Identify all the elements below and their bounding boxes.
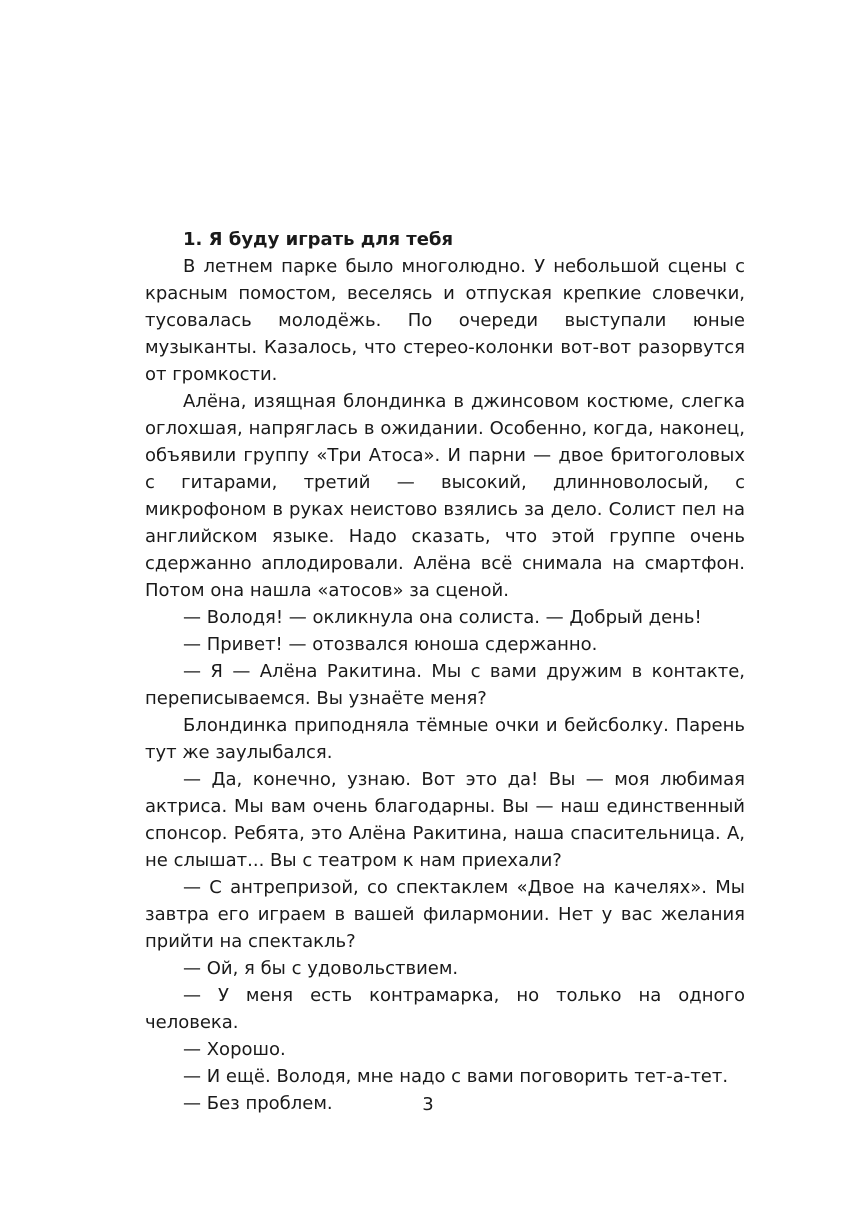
paragraph: Блондинка приподняла тёмные очки и бейсболку. Парень тут же заулыбался. xyxy=(145,715,745,763)
dialog-line: — Володя! — окликнула она солиста. — Добрый день! xyxy=(183,607,702,628)
dialog-line: — У меня есть контрамарка, но только на одного человека. xyxy=(145,985,745,1033)
text-block xyxy=(145,226,745,1117)
dialog-line: — Да, конечно, узнаю. Вот это да! Вы — моя любимая актриса. Мы вам очень благодарны. Вы — наш единственный спонсор. Ребята, это Алёна Ракитина, наша спасительница. А, не слышат... Вы с театром к нам приехали? xyxy=(145,769,745,871)
dialog-line: — С антрепризой, со спектаклем «Двое на качелях». Мы завтра его играем в вашей филармонии. Нет у вас желания прийти на спектакль? xyxy=(145,877,745,952)
chapter-title: 1. Я буду играть для тебя xyxy=(183,229,454,250)
dialog-line: — Ой, я бы с удовольствием. xyxy=(183,958,459,979)
paragraph: Алёна, изящная блондинка в джинсовом костюме, слегка оглохшая, напряглась в ожидании. Особенно, когда, наконец, объявили группу «Три Атоса». И парни — двое бритоголовых с гитарами, третий — высокий, длинноволосый, с микрофоном в руках неистово взялись за дело. Солист пел на английском языке. Надо сказать, что этой группе очень сдержанно аплодировали. Алёна всё снимала на смартфон. Потом она нашла «атосов» за сценой. xyxy=(145,391,745,601)
dialog-line: — Я — Алёна Ракитина. Мы с вами дружим в контакте, переписываемся. Вы узнаёте меня? xyxy=(145,661,745,709)
dialog-line: — Хорошо. xyxy=(183,1039,286,1060)
paragraph: В летнем парке было многолюдно. У небольшой сцены с красным помостом, веселясь и отпуская крепкие словечки, тусовалась молодёжь. По очереди выступали юные музыканты. Казалось, что стерео-колонки вот-вот разорвутся от громкости. xyxy=(145,256,745,385)
page-number: 3 xyxy=(422,1094,434,1115)
dialog-line: — И ещё. Володя, мне надо с вами поговорить тет-а-тет. xyxy=(183,1066,729,1087)
dialog-line: — Привет! — отозвался юноша сдержанно. xyxy=(183,634,598,655)
dialog-line: — Без проблем. xyxy=(183,1093,333,1114)
